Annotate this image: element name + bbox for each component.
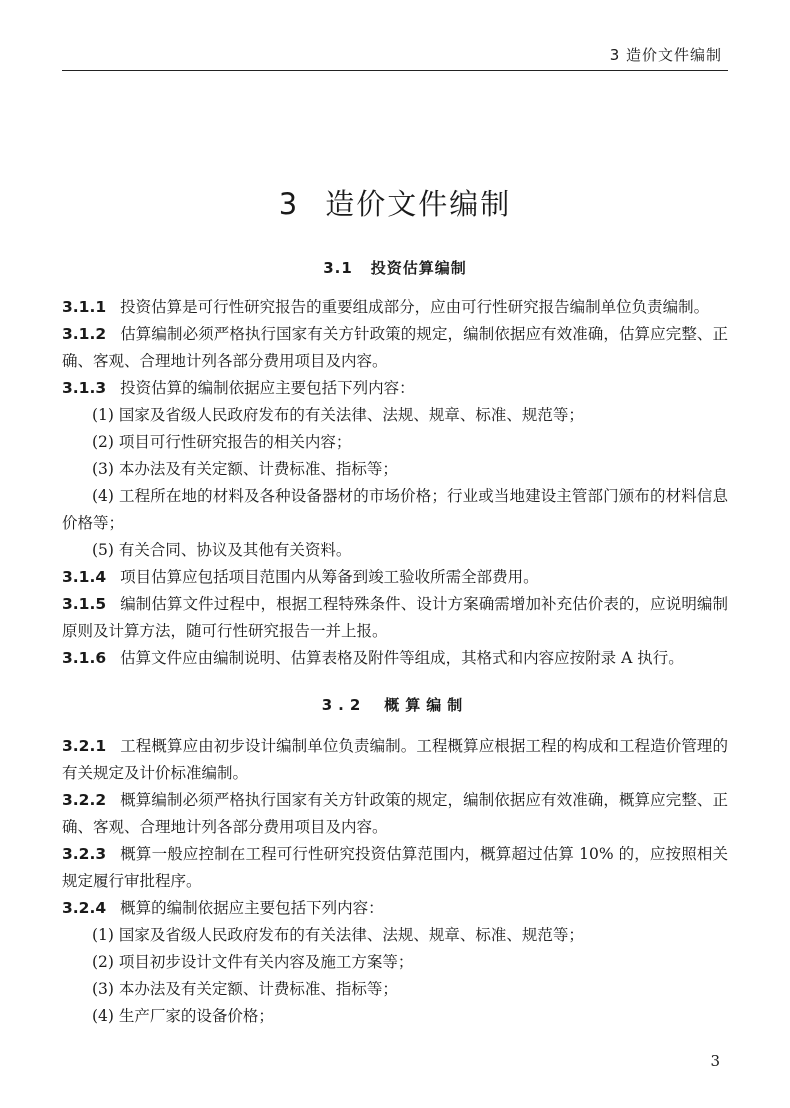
list-item: (1) 国家及省级人民政府发布的有关法律、法规、规章、标准、规范等； (92, 406, 584, 424)
list-item: (3) 本办法及有关定额、计费标准、指标等； (92, 460, 398, 478)
section-title: 概算编制 (384, 696, 469, 714)
clause (62, 787, 728, 841)
clause (62, 841, 728, 895)
clause-number: 3.2.4 (62, 899, 107, 917)
clause-number: 3.2.2 (62, 791, 107, 809)
clause-text: 概算的编制依据应主要包括下列内容： (120, 899, 384, 917)
clause-number: 3.1.4 (62, 568, 107, 586)
clause-text: 项目估算应包括项目范围内从筹备到竣工验收所需全部费用。 (120, 568, 539, 586)
clause (62, 294, 728, 321)
clause (62, 564, 728, 591)
chapter-number: 3 (278, 187, 300, 221)
page-number: 3 (710, 1052, 720, 1070)
clause-number: 3.1.1 (62, 298, 107, 316)
clause-text: 编制估算文件过程中，根据工程特殊条件、设计方案确需增加补充估价表的，应说明编制原则及计算方法，随可行性研究报告一并上报。 (62, 595, 728, 640)
clause (62, 645, 728, 672)
section-heading (62, 692, 728, 719)
header-rule (62, 70, 728, 71)
clause-text: 投资估算的编制依据应主要包括下列内容： (120, 379, 415, 397)
list-item: (4) 工程所在地的材料及各种设备器材的市场价格；行业或当地建设主管部门颁布的材料信息价格等； (62, 487, 728, 532)
clause (62, 895, 728, 922)
clause (62, 591, 728, 645)
clause-text: 工程概算应由初步设计编制单位负责编制。工程概算应根据工程的构成和工程造价管理的有关规定及计价标准编制。 (62, 737, 728, 782)
clause-number: 3.1.2 (62, 325, 107, 343)
clause (62, 375, 728, 402)
running-header: 3 造价文件编制 (609, 46, 722, 64)
section-number: 3.1 (323, 259, 353, 277)
list-item: (4) 生产厂家的设备价格； (92, 1007, 274, 1025)
clause (62, 733, 728, 787)
clause-number: 3.1.3 (62, 379, 107, 397)
section-heading (62, 255, 728, 282)
list-item: (5) 有关合同、协议及其他有关资料。 (92, 541, 352, 559)
clause-number: 3.2.1 (62, 737, 107, 755)
section-number: 3.2 (321, 696, 367, 714)
clause-number: 3.1.5 (62, 595, 107, 613)
section-title: 投资估算编制 (370, 259, 467, 277)
chapter-title-text: 造价文件编制 (325, 187, 512, 221)
list-item: (2) 项目初步设计文件有关内容及施工方案等； (92, 953, 414, 971)
clause-text: 概算一般应控制在工程可行性研究投资估算范围内，概算超过估算 10% 的，应按照相关规定履行审批程序。 (62, 845, 728, 890)
clause-text: 投资估算是可行性研究报告的重要组成部分，应由可行性研究报告编制单位负责编制。 (120, 298, 710, 316)
clause (62, 321, 728, 375)
clause-number: 3.1.6 (62, 649, 107, 667)
clause-text: 估算文件应由编制说明、估算表格及附件等组成，其格式和内容应按附录 A 执行。 (120, 649, 684, 667)
document-body (62, 255, 728, 1030)
clause-text: 概算编制必须严格执行国家有关方针政策的规定，编制依据应有效准确，概算应完整、正确、客观、合理地计列各部分费用项目及内容。 (62, 791, 728, 836)
list-item: (1) 国家及省级人民政府发布的有关法律、法规、规章、标准、规范等； (92, 926, 584, 944)
clause-number: 3.2.3 (62, 845, 107, 863)
clause-text: 估算编制必须严格执行国家有关方针政策的规定，编制依据应有效准确，估算应完整、正确、客观、合理地计列各部分费用项目及内容。 (62, 325, 728, 370)
list-item: (3) 本办法及有关定额、计费标准、指标等； (92, 980, 398, 998)
list-item: (2) 项目可行性研究报告的相关内容； (92, 433, 352, 451)
chapter-title (0, 182, 790, 223)
